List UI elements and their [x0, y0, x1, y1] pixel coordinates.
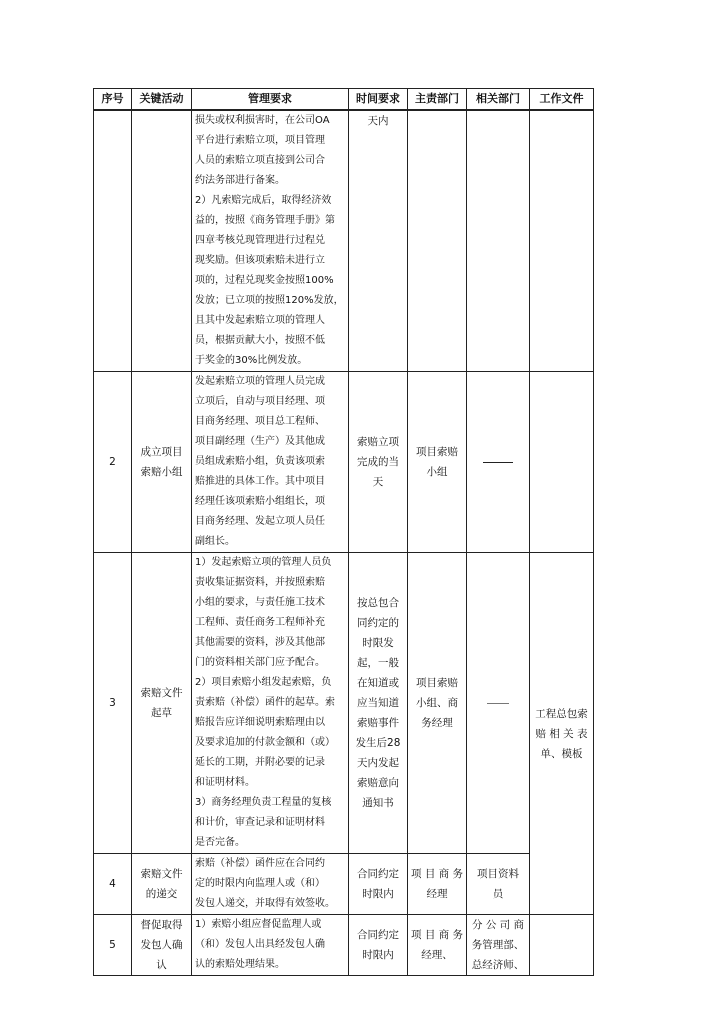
row-no: 5: [94, 915, 132, 976]
row-time: 索赔立项 完成的当 天: [349, 372, 408, 553]
row-requirement: 索赔（补偿）函件应在合同约 定的时限内向监理人或（和） 发包人递交，并取得有效签收。: [192, 854, 349, 915]
row-requirement: 1）发起索赔立项的管理人员负 责收集证据资料，并按照索赔 小组的要求，与责任施工技术 工程师、责任商务工程师补充 其他需要的资料，涉及其他部 门的资料相关部门应予配合。 2）项目索赔小组发起索赔，负 责索赔（补偿）函件的起草。索 赔报告应详细说明索赔理由以 及要求追加的付款金额和（或） 延长的工期，并附必要的记录 和证明材料。 3）商务经理负责工程量的复核 和计价，审查记录和证明材料 是否完备。: [192, 553, 349, 854]
row-activity: 督促取得 发包人确 认: [132, 915, 192, 976]
row-work-file: [530, 372, 594, 553]
table-header-row: [94, 89, 594, 111]
row-no: 4: [94, 854, 132, 915]
row-requirement: 发起索赔立项的管理人员完成 立项后，自动与项目经理、项 目商务经理、项目总工程师、 项目副经理（生产）及其他成 员组成索赔小组，负责该项索 赔推进的具体工作。其中项目 经理任该项索赔小组组长，项 目商务经理、发起立项人员任 副组长。: [192, 372, 349, 553]
table-row: [94, 553, 594, 854]
dash-mark: [483, 462, 513, 463]
row-main-dept: 项 目 商 务 经理: [408, 854, 467, 915]
row-main-dept: [408, 110, 467, 372]
row-no: 3: [94, 553, 132, 854]
table-row: [94, 854, 594, 915]
row-related-dept: [467, 372, 530, 553]
row-related-dept: 项目资料 员: [467, 854, 530, 915]
row-work-file: [530, 915, 594, 976]
row-main-dept: 项目索赔 小组、商 务经理: [408, 553, 467, 854]
row-related-dept: 分 公 司 商 务管理部、 总经济师、: [467, 915, 530, 976]
col-header-work-file: 工作文件: [530, 89, 594, 111]
row-time: 按总包合 同约定的 时限发 起，一般 在知道或 应当知道 索赔事件 发生后28 天内发起 索赔意向 通知书: [349, 553, 408, 854]
dash-mark: [487, 703, 509, 704]
col-header-main-dept: 主责部门: [408, 89, 467, 111]
row-activity: 索赔文件 起草: [132, 553, 192, 854]
row-work-file: [530, 110, 594, 372]
col-header-activity: 关键活动: [132, 89, 192, 111]
row-activity: 索赔文件 的递交: [132, 854, 192, 915]
col-header-requirement: 管理要求: [192, 89, 349, 111]
management-table: [93, 88, 594, 976]
row-main-dept: 项 目 商 务 经理、: [408, 915, 467, 976]
row-work-file: 工程总包索 赔 相 关 表 单、模板: [530, 553, 594, 915]
col-header-time: 时间要求: [349, 89, 408, 111]
row-time: 合同约定 时限内: [349, 854, 408, 915]
table-row: [94, 110, 594, 372]
row-no: [94, 110, 132, 372]
row-requirement: 1）索赔小组应督促监理人或 （和）发包人出具经发包人确 认的索赔处理结果。: [192, 915, 349, 976]
row-related-dept: [467, 553, 530, 854]
row-time: 天内: [349, 110, 408, 372]
row-related-dept: [467, 110, 530, 372]
row-main-dept: 项目索赔 小组: [408, 372, 467, 553]
row-requirement: 损失或权利损害时，在公司OA 平台进行索赔立项，项目管理 人员的索赔立项直接到公司合 约法务部进行备案。 2）凡索赔完成后，取得经济效 益的，按照《商务管理手册》第 四章考核兑现管理进行过程兑 现奖励。但该项索赔未进行立 项的，过程兑现奖金按照100% 发放；已立项的按照120%发放， 且其中发起索赔立项的管理人 员，根据贡献大小，按照不低 于奖金的30%比例发放。: [192, 110, 349, 372]
row-no: 2: [94, 372, 132, 553]
table-row: [94, 915, 594, 976]
col-header-related-dept: 相关部门: [467, 89, 530, 111]
row-time: 合同约定 时限内: [349, 915, 408, 976]
row-activity: [132, 110, 192, 372]
row-activity: 成立项目 索赔小组: [132, 372, 192, 553]
table-row: [94, 372, 594, 553]
col-header-no: 序号: [94, 89, 132, 111]
